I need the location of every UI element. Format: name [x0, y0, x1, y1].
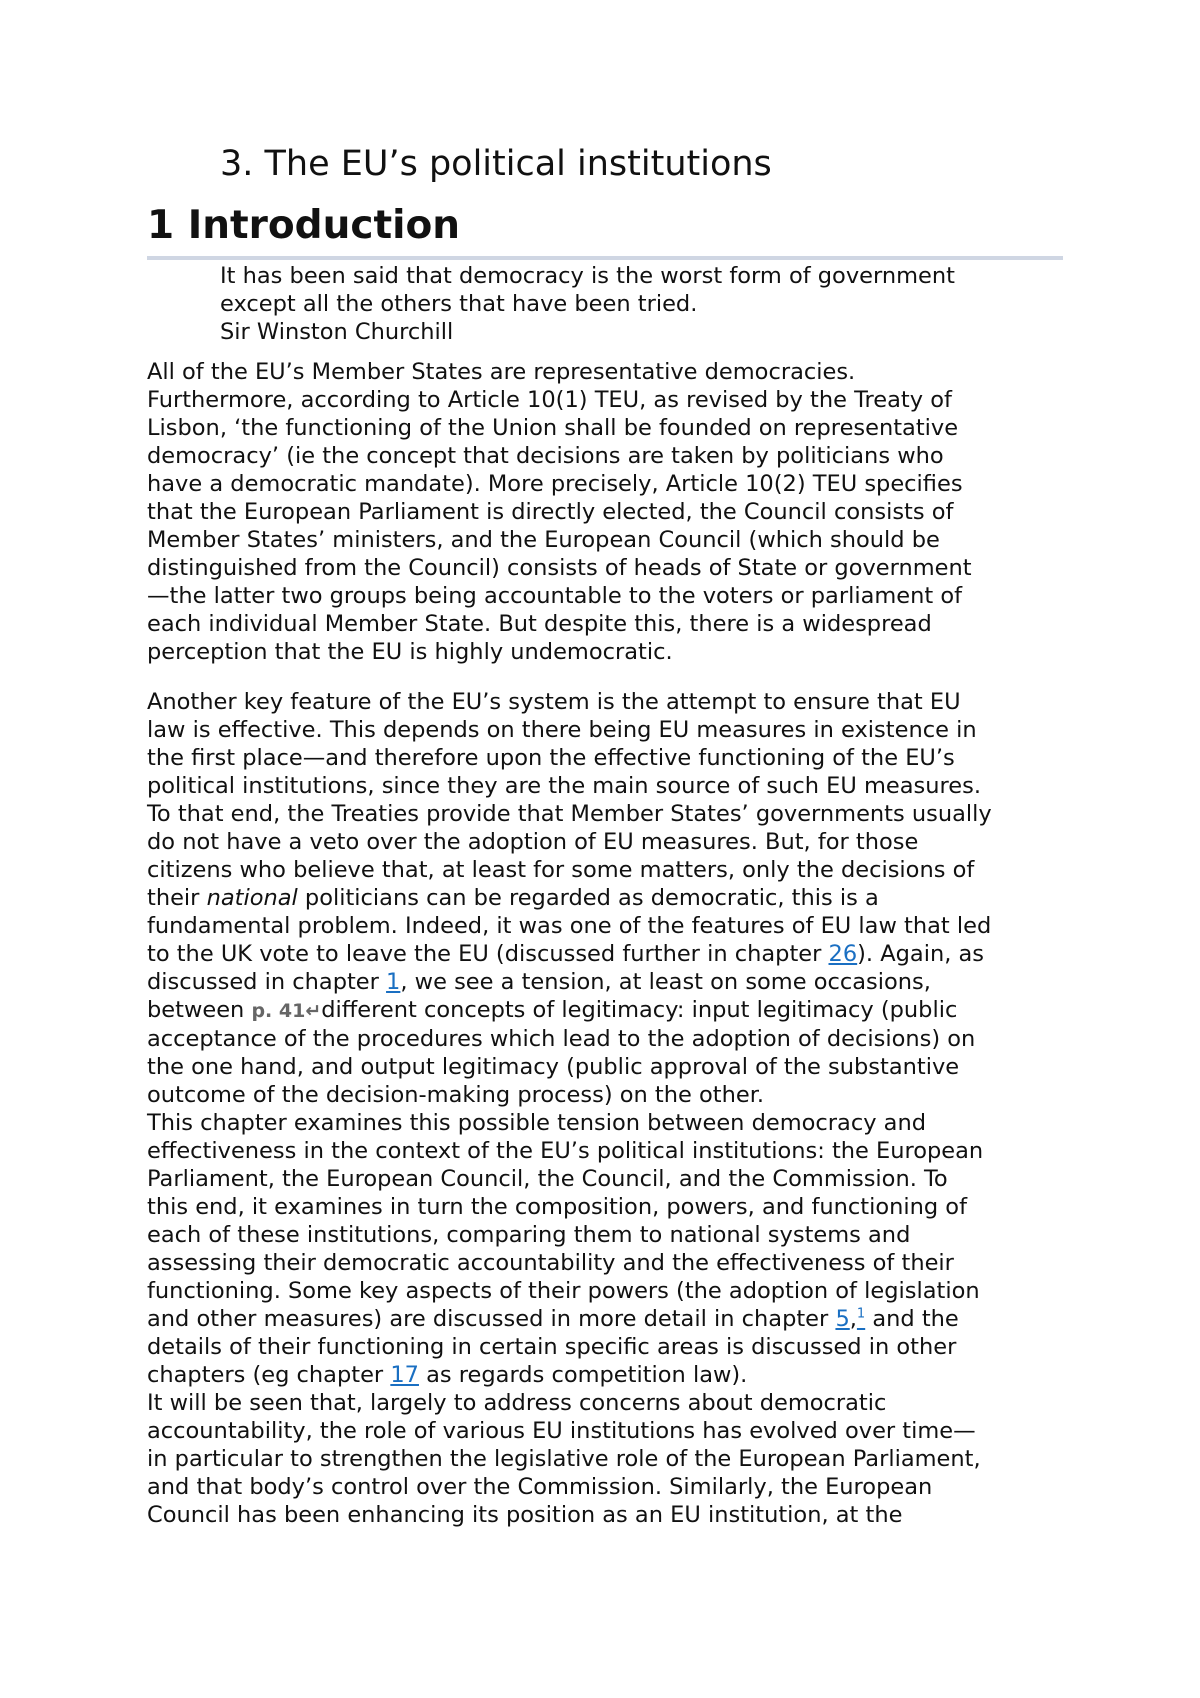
- text-line: have a democratic mandate). More precisely, Article 10(2) TEU specifies: [147, 471, 963, 497]
- text-line: [147, 996, 1063, 1025]
- text-run: their: [147, 885, 207, 911]
- text-line: citizens who believe that, at least for some matters, only the decisions of: [147, 857, 975, 883]
- text-line: [147, 940, 1063, 968]
- footnote-1-link[interactable]: [857, 1306, 865, 1332]
- text-run: , we see a tension, at least on some occasions,: [400, 969, 931, 995]
- text-line: this end, it examines in turn the composition, powers, and functioning of: [147, 1194, 967, 1220]
- text-line: details of their functioning in certain specific areas is discussed in other: [147, 1334, 957, 1360]
- text-line: the one hand, and output legitimacy (public approval of the substantive: [147, 1054, 960, 1080]
- heading-rule: [147, 256, 1063, 260]
- epigraph: [220, 262, 1063, 346]
- text-run: between: [147, 997, 252, 1023]
- text-line: [147, 1305, 1063, 1333]
- text-line: law is effective. This depends on there being EU measures in existence in: [147, 717, 977, 743]
- text-line: Member States’ ministers, and the European Council (which should be: [147, 527, 940, 553]
- text-run: and other measures) are discussed in more detail in chapter: [147, 1306, 836, 1332]
- epigraph-line: except all the others that have been tried.: [220, 291, 698, 317]
- text-run: and the: [865, 1306, 959, 1332]
- text-line: the first place—and therefore upon the effective functioning of the EU’s: [147, 745, 955, 771]
- section-heading: 1 Introduction: [147, 203, 461, 248]
- text-line: assessing their democratic accountability and the effectiveness of their: [147, 1250, 954, 1276]
- text-line: distinguished from the Council) consists of heads of State or government: [147, 555, 972, 581]
- epigraph-line: It has been said that democracy is the worst form of government: [220, 263, 955, 289]
- text-line: each of these institutions, comparing them to national systems and: [147, 1222, 911, 1248]
- paragraph: [147, 1389, 1063, 1529]
- text-run: to the UK vote to leave the EU (discussed further in chapter: [147, 941, 829, 967]
- chapter-title: 3. The EU’s political institutions: [220, 144, 772, 184]
- text-run: chapters (eg chapter: [147, 1362, 391, 1388]
- text-run: politicians can be regarded as democratic, this is a: [297, 885, 879, 911]
- chapter-1-link[interactable]: 1: [386, 969, 401, 995]
- text-line: effectiveness in the context of the EU’s political institutions: the European: [147, 1138, 984, 1164]
- text-line: —the latter two groups being accountable to the voters or parliament of: [147, 583, 963, 609]
- text-line: in particular to strengthen the legislative role of the European Parliament,: [147, 1446, 981, 1472]
- text-run: ,: [849, 1306, 857, 1332]
- text-line: All of the EU’s Member States are representative democracies.: [147, 359, 856, 385]
- text-line: outcome of the decision-making process) on the other.: [147, 1082, 765, 1108]
- paragraph: [147, 358, 1063, 666]
- text-line: Furthermore, according to Article 10(1) TEU, as revised by the Treaty of: [147, 387, 952, 413]
- text-line: acceptance of the procedures which lead to the adoption of decisions) on: [147, 1026, 976, 1052]
- page-break-marker: p. 41↵: [251, 1000, 322, 1022]
- text-line: political institutions, since they are the main source of such EU measures.: [147, 773, 981, 799]
- paragraph: [147, 1109, 1063, 1389]
- text-line: democracy’ (ie the concept that decisions are taken by politicians who: [147, 443, 944, 469]
- text-line: To that end, the Treaties provide that Member States’ governments usually: [147, 801, 992, 827]
- emphasis-national: national: [206, 885, 298, 911]
- text-line: functioning. Some key aspects of their powers (the adoption of legislation: [147, 1278, 980, 1304]
- epigraph-attribution: Sir Winston Churchill: [220, 319, 454, 345]
- text-line: and that body’s control over the Commission. Similarly, the European: [147, 1474, 933, 1500]
- chapter-17-link[interactable]: 17: [390, 1362, 419, 1388]
- text-run: discussed in chapter: [147, 969, 387, 995]
- paragraph: [147, 688, 1063, 1109]
- footnote-marker: 1: [856, 1306, 866, 1322]
- chapter-5-link[interactable]: 5: [835, 1306, 850, 1332]
- text-line: accountability, the role of various EU institutions has evolved over time—: [147, 1418, 976, 1444]
- text-line: This chapter examines this possible tension between democracy and: [147, 1110, 926, 1136]
- text-line: Another key feature of the EU’s system is the attempt to ensure that EU: [147, 689, 961, 715]
- text-line: Council has been enhancing its position as an EU institution, at the: [147, 1502, 903, 1528]
- document-page: [147, 140, 1063, 1529]
- text-line: [147, 1361, 1063, 1389]
- text-line: perception that the EU is highly undemocratic.: [147, 639, 673, 665]
- chapter-26-link[interactable]: 26: [828, 941, 858, 967]
- text-line: do not have a veto over the adoption of EU measures. But, for those: [147, 829, 919, 855]
- text-line: [147, 884, 1063, 912]
- text-line: that the European Parliament is directly elected, the Council consists of: [147, 499, 954, 525]
- text-run: as regards competition law).: [418, 1362, 748, 1388]
- text-run: different concepts of legitimacy: input legitimacy (public: [321, 997, 958, 1023]
- text-line: fundamental problem. Indeed, it was one of the features of EU law that led: [147, 913, 992, 939]
- text-line: [147, 968, 1063, 996]
- text-run: ). Again, as: [857, 941, 985, 967]
- text-line: It will be seen that, largely to address concerns about democratic: [147, 1390, 887, 1416]
- text-line: Parliament, the European Council, the Council, and the Commission. To: [147, 1166, 948, 1192]
- text-line: Lisbon, ‘the functioning of the Union shall be founded on representative: [147, 415, 959, 441]
- text-line: each individual Member State. But despite this, there is a widespread: [147, 611, 932, 637]
